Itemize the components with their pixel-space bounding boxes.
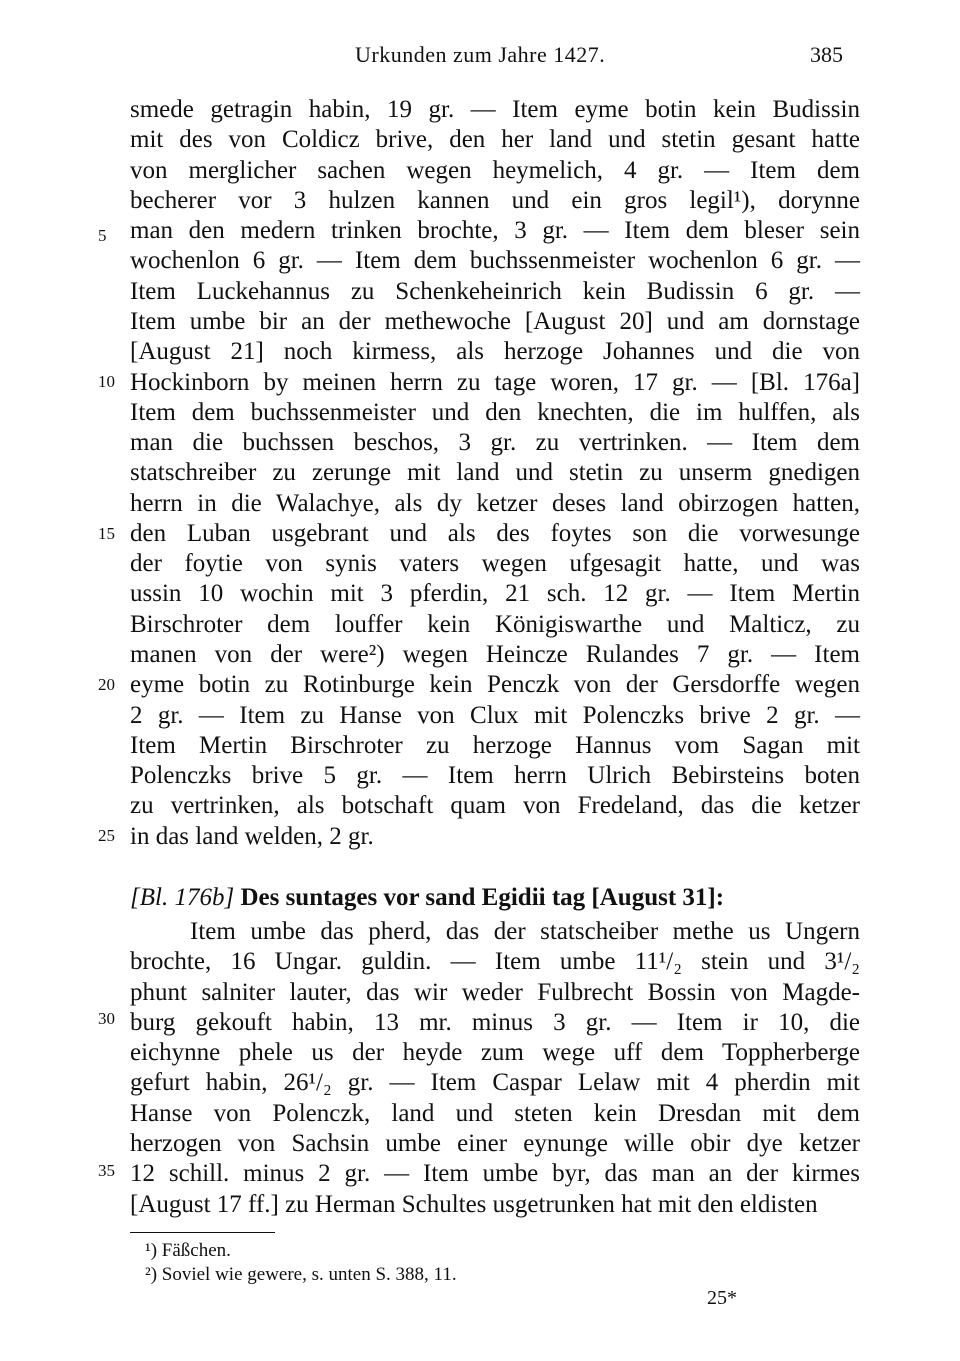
footnote-2: ²) Soviel wie gewere, s. unten S. 388, 11. bbox=[145, 1264, 457, 1285]
text-line: eyme botin zu Rotinburge kein Penczk von der Gersdorffe wegen bbox=[130, 671, 860, 699]
footnote-1: ¹) Fäßchen. bbox=[145, 1240, 231, 1261]
text-line: der foytie von synis vaters wegen ufgesagit hatte, und was bbox=[130, 550, 860, 578]
text-line: burg gekouft habin, 13 mr. minus 3 gr. — Item ir 10, die bbox=[130, 1008, 860, 1036]
line-number: 10 bbox=[98, 372, 115, 391]
text-line: herrn in die Walachye, als dy ketzer deses land obirzogen hatten, bbox=[130, 489, 860, 517]
text-line: eichynne phele us der heyde zum wege uff dem Toppherberge bbox=[130, 1039, 860, 1067]
section-heading bbox=[130, 884, 860, 912]
text-line: 12 schill. minus 2 gr. — Item umbe byr, das man an der kirmes bbox=[130, 1160, 860, 1188]
text-line: Item umbe das pherd, das der statscheiber methe us Ungern bbox=[190, 918, 860, 945]
text-line: man die buchssen beschos, 3 gr. zu vertrinken. — Item dem bbox=[130, 429, 860, 457]
text-line: ussin 10 wochin mit 3 pferdin, 21 sch. 12 gr. — Item Mertin bbox=[130, 580, 860, 608]
text-line: man den medern trinken brochte, 3 gr. — Item dem bleser sein bbox=[130, 217, 860, 245]
text-line: manen von der were²) wegen Heincze Rulandes 7 gr. — Item bbox=[130, 641, 860, 669]
signature-mark: 25* bbox=[707, 1287, 737, 1309]
text-line: herzogen von Sachsin umbe einer eynunge wille obir dye ketzer bbox=[130, 1129, 860, 1157]
text-line: 2 gr. — Item zu Hanse von Clux mit Polenczks brive 2 gr. — bbox=[130, 701, 860, 729]
text-line: den Luban usgebrant und als des foytes son die vorwesunge bbox=[130, 519, 860, 547]
text-line: [August 17 ff.] zu Herman Schultes usgetrunken hat mit den eldisten bbox=[130, 1190, 818, 1218]
text-line: brochte, 16 Ungar. guldin. — Item umbe 11¹/₂ stein und 3¹/₂ bbox=[130, 948, 860, 976]
text-line: Hanse von Polenczk, land und steten kein Dresdan mit dem bbox=[130, 1099, 860, 1127]
text-line: wochenlon 6 gr. — Item dem buchssenmeister wochenlon 6 gr. — bbox=[130, 247, 860, 275]
line-number: 5 bbox=[98, 226, 107, 245]
text-line: Hockinborn by meinen herrn zu tage woren, 17 gr. — [Bl. 176a] bbox=[130, 368, 860, 396]
text-line: Item Mertin Birschroter zu herzoge Hannus vom Sagan mit bbox=[130, 731, 860, 759]
text-line: Item Luckehannus zu Schenkeheinrich kein Budissin 6 gr. — bbox=[130, 277, 860, 305]
line-number: 15 bbox=[98, 524, 115, 543]
line-number: 35 bbox=[98, 1161, 115, 1180]
page-number: 385 bbox=[810, 42, 843, 67]
text-line: phunt salniter lauter, das wir weder Fulbrecht Bossin von Magde- bbox=[130, 978, 860, 1006]
running-header-title: Urkunden zum Jahre 1427. bbox=[355, 42, 606, 67]
text-line: becherer vor 3 hulzen kannen und ein gros legil¹), dorynne bbox=[130, 186, 860, 214]
text-line: von merglicher sachen wegen heymelich, 4 gr. — Item dem bbox=[130, 156, 860, 184]
line-number: 30 bbox=[98, 1009, 115, 1028]
text-line: statschreiber zu zerunge mit land und stetin zu unserm gnedigen bbox=[130, 459, 860, 487]
text-line: smede getragin habin, 19 gr. — Item eyme botin kein Budissin bbox=[130, 96, 860, 123]
text-line: Birschroter dem louffer kein Königiswarthe und Malticz, zu bbox=[130, 610, 860, 638]
footnote-rule bbox=[130, 1232, 275, 1233]
text-line: gefurt habin, 26¹/₂ gr. — Item Caspar Lelaw mit 4 pherdin mit bbox=[130, 1069, 860, 1097]
section-heading-text: Des suntages vor sand Egidii tag [August 31]: bbox=[240, 884, 725, 911]
folio-reference: [Bl. 176b] bbox=[130, 884, 235, 911]
text-line: mit des von Coldicz brive, den her land und stetin gesant hatte bbox=[130, 126, 860, 154]
text-line: Polenczks brive 5 gr. — Item herrn Ulrich Bebirsteins boten bbox=[130, 762, 860, 790]
line-number: 25 bbox=[98, 826, 115, 845]
text-line: Item dem buchssenmeister und den knechten, die im hulffen, als bbox=[130, 398, 860, 426]
text-line: Item umbe bir an der methewoche [August 20] und am dornstage bbox=[130, 307, 860, 335]
line-number: 20 bbox=[98, 675, 115, 694]
text-line: [August 21] noch kirmess, als herzoge Johannes und die von bbox=[130, 338, 860, 366]
text-line: zu vertrinken, als botschaft quam von Fredeland, das die ketzer bbox=[130, 792, 860, 820]
text-line: in das land welden, 2 gr. bbox=[130, 822, 374, 850]
